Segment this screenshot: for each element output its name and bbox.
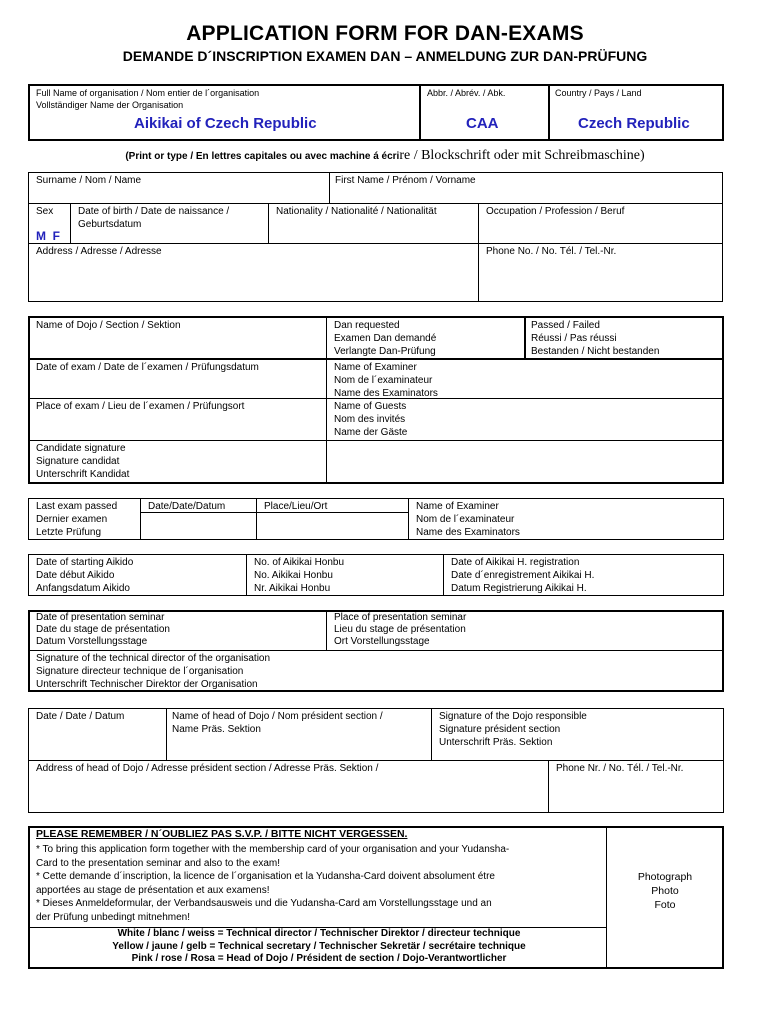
examiner-field[interactable]: Name of Examiner Nom de l´examinateur Name des Examinators [334, 362, 438, 399]
last-exam-place-field[interactable]: Place/Lieu/Ort [264, 501, 328, 512]
honbu-registration-field[interactable]: Date of Aikikai H. registration Date d´enregistrement Aikikai H. Datum Registrierung Aikikai H. [451, 557, 595, 594]
head-address-field[interactable]: Address of head of Dojo / Adresse président section / Adresse Präs. Sektion / [36, 763, 379, 774]
photo-placeholder: Photograph Photo Foto [637, 871, 693, 911]
dob-field[interactable]: Date of birth / Date de naissance / Geburtsdatum [78, 206, 230, 230]
sex-value[interactable]: M F [36, 229, 60, 243]
form-subtitle: DEMANDE D´INSCRIPTION EXAMEN DAN – ANMELDUNG ZUR DAN-PRÜFUNG [122, 48, 648, 64]
occupation-field[interactable]: Occupation / Profession / Beruf [486, 206, 625, 217]
exam-date-field[interactable]: Date of exam / Date de l´examen / Prüfungsdatum [36, 362, 259, 373]
head-date-field[interactable]: Date / Date / Datum [36, 711, 125, 722]
personal-section [28, 172, 723, 302]
head-signature-field[interactable]: Signature of the Dojo responsible Signature président section Unterschrift Präs. Sektion [439, 711, 587, 748]
guests-field[interactable]: Name of Guests Nom des invités Name der Gäste [334, 401, 408, 438]
last-exam-label: Last exam passed Dernier examen Letzte Prüfung [36, 501, 118, 538]
org-country-value[interactable]: Czech Republic [578, 115, 690, 132]
aikido-start-field[interactable]: Date of starting Aikido Date début Aikido Anfangsdatum Aikido [36, 557, 134, 594]
passed-failed-field[interactable]: Passed / Failed Réussi / Pas réussi Bestanden / Nicht bestanden [531, 320, 660, 357]
head-phone-field[interactable]: Phone Nr. / No. Tél. / Tel.-Nr. [556, 763, 684, 774]
sex-label: Sex [36, 206, 54, 217]
phone-field[interactable]: Phone No. / No. Tél. / Tel.-Nr. [486, 246, 617, 257]
nationality-field[interactable]: Nationality / Nationalité / Nationalität [276, 206, 437, 217]
address-field[interactable]: Address / Adresse / Adresse [36, 246, 162, 257]
reminder-text: * To bring this application form together with the membership card of your organisation and your Yudansha- Card to the presentation seminar and also to the exam! * Cette demande d´inscription, la licence de l´organisation et la Yudansha-Card doivent absolument étre apportées au stage de présentation et aux examens! * Dieses Anmeldeformular, der Verbandsausweis und die Yudansha-Card am Vorstellungsstage und an der Prüfung unbedingt mitnehmen! [36, 844, 510, 923]
seminar-date-field[interactable]: Date of presentation seminar Date du stage de présentation Datum Vorstellungsstage [36, 612, 170, 647]
copy-color-legend [30, 928, 608, 966]
first-name-field[interactable]: First Name / Prénom / Vorname [335, 175, 476, 186]
copy-color-pink: Pink / rose / Rosa = Head of Dojo / Président de section / Dojo-Verantwortlicher [131, 953, 507, 964]
dan-requested-field[interactable]: Dan requested Examen Dan demandé Verlangte Dan-Prüfung [334, 320, 437, 357]
honbu-number-field[interactable]: No. of Aikikai Honbu No. Aikikai Honbu Nr. Aikikai Honbu [254, 557, 345, 594]
seminar-place-field[interactable]: Place of presentation seminar Lieu du stage de présentation Ort Vorstellungsstage [334, 612, 467, 647]
form-title: APPLICATION FORM FOR DAN-EXAMS [186, 22, 584, 45]
last-exam-examiner-field[interactable]: Name of Examiner Nom de l´examinateur Name des Examinators [416, 501, 520, 538]
org-abbr-label: Abbr. / Abrév. / Abk. [427, 88, 506, 98]
print-instruction: (Print or type / En lettres capitales ou avec machine á écrire / Blockschrift oder mit Schreibmaschine) [125, 148, 645, 163]
org-name-value[interactable]: Aikikai of Czech Republic [134, 115, 317, 132]
last-exam-section [28, 498, 724, 540]
last-exam-date-field[interactable]: Date/Date/Datum [148, 501, 226, 512]
exam-place-field[interactable]: Place of exam / Lieu de l´examen / Prüfungsort [36, 401, 245, 412]
surname-field[interactable]: Surname / Nom / Name [36, 175, 142, 186]
dojo-name-field[interactable]: Name of Dojo / Section / Sektion [36, 320, 181, 331]
director-signature-field[interactable]: Signature of the technical director of the organisation Signature directeur technique de l´organisation Unterschrift Technischer Direktor der Organisation [36, 653, 271, 690]
org-name-label: Full Name of organisation / Nom entier de l´organisation Vollständiger Name der Organisation [36, 88, 260, 110]
candidate-signature-field[interactable]: Candidate signature Signature candidat Unterschrift Kandidat [36, 443, 130, 480]
reminder-heading: PLEASE REMEMBER / N´OUBLIEZ PAS S.V.P. / BITTE NICHT VERGESSEN. [36, 828, 408, 840]
head-name-field[interactable]: Name of head of Dojo / Nom président section / Name Präs. Sektion [172, 711, 383, 735]
org-country-label: Country / Pays / Land [555, 88, 642, 98]
copy-color-white: White / blanc / weiss = Technical director / Technischer Direktor / directeur technique [117, 928, 521, 939]
org-abbr-value[interactable]: CAA [466, 115, 499, 132]
copy-color-yellow: Yellow / jaune / gelb = Technical secretary / Technischer Sekretär / secrétaire technique [112, 940, 526, 952]
